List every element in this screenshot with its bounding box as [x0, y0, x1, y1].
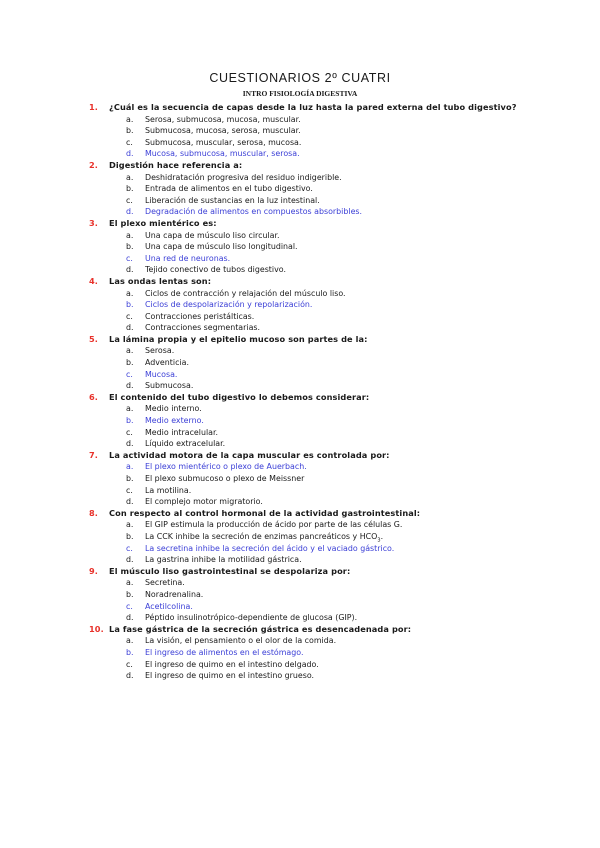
question-number: 7.	[89, 449, 99, 460]
question-number: 1.	[89, 102, 99, 112]
option-letter: a.	[126, 114, 134, 124]
question-line	[89, 276, 549, 288]
answer-option	[89, 496, 549, 508]
option-letter: d.	[126, 381, 134, 391]
option-text	[145, 578, 185, 587]
option-text	[145, 428, 218, 437]
option-text-main: Noradrenalina.	[145, 589, 204, 599]
answer-option	[89, 137, 549, 149]
option-text-main: El plexo submucoso o plexo de Meissner	[145, 474, 305, 483]
option-text	[145, 590, 203, 599]
option-text-main: La secretina inhibe la secreción del ácido y el vaciado gástrico.	[145, 543, 395, 553]
option-letter: c.	[126, 543, 133, 553]
option-text-main: Adventicia.	[145, 358, 189, 368]
question-line	[89, 160, 549, 172]
option-text	[145, 138, 301, 147]
option-letter: d.	[126, 265, 134, 275]
option-text	[145, 126, 301, 135]
question-number: 8.	[89, 507, 99, 518]
option-letter: b.	[126, 126, 134, 136]
option-letter: a.	[126, 404, 134, 414]
option-text-main: Medio interno.	[145, 404, 202, 414]
answer-option	[89, 531, 549, 543]
option-text-main: La visión, el pensamiento o el olor de la comida.	[145, 636, 337, 646]
option-letter: d.	[126, 149, 134, 159]
option-text-main: La motilina.	[145, 485, 192, 495]
option-letter: d.	[126, 555, 134, 565]
option-letter: d.	[126, 439, 134, 449]
option-text-suffix: .	[380, 531, 384, 541]
answer-option	[89, 114, 549, 126]
question-line	[89, 218, 549, 230]
option-text	[145, 300, 312, 309]
option-letter: b.	[126, 474, 134, 483]
question-line	[89, 624, 549, 636]
option-text-main: Una red de neuronas.	[145, 253, 231, 263]
answer-option	[89, 345, 549, 357]
option-text	[145, 660, 319, 669]
answer-option	[89, 485, 549, 497]
question	[89, 218, 549, 276]
option-text-main: Medio externo.	[145, 416, 204, 426]
question-list	[89, 102, 549, 682]
option-text	[145, 544, 394, 553]
option-text-main: El plexo mientérico o plexo de Auerbach.	[145, 462, 307, 472]
option-text	[145, 648, 303, 657]
option-text	[145, 520, 402, 529]
question-number: 2.	[89, 159, 99, 170]
question	[89, 508, 549, 566]
option-text-main: Liberación de sustancias en la luz intestinal.	[145, 195, 320, 205]
option-letter: d.	[126, 497, 134, 507]
option-letter: a.	[126, 288, 134, 298]
option-text	[145, 671, 314, 680]
option-letter: c.	[126, 601, 133, 611]
option-letter: b.	[126, 416, 134, 426]
option-text-main: Secretina.	[145, 578, 185, 588]
option-text	[145, 265, 286, 274]
option-text	[145, 196, 320, 205]
answer-option	[89, 554, 549, 566]
option-text	[145, 381, 193, 390]
option-text	[145, 497, 263, 506]
question-text: El músculo liso gastrointestinal se despolariza por:	[109, 565, 351, 576]
question	[89, 102, 549, 160]
option-text-main: Serosa.	[145, 346, 175, 356]
option-text-main: Submucosa.	[145, 381, 194, 391]
question-number: 5.	[89, 333, 99, 344]
option-text-main: Deshidratación progresiva del residuo indigerible.	[145, 172, 342, 182]
option-text-main: Una capa de músculo liso longitudinal.	[145, 242, 298, 252]
option-text-main: Una capa de músculo liso circular.	[145, 230, 280, 240]
question-text: Digestión hace referencia a:	[109, 159, 243, 170]
option-text	[145, 173, 342, 182]
option-letter: a.	[126, 230, 134, 240]
question-line	[89, 102, 549, 114]
option-text-main: Degradación de alimentos en compuestos absorbibles.	[145, 207, 363, 217]
option-letter: a.	[126, 346, 134, 356]
option-text	[145, 231, 280, 240]
option-text	[145, 531, 384, 544]
option-text	[145, 115, 301, 124]
option-text-main: Ciclos de despolarización y repolarización.	[145, 300, 313, 310]
option-text-main: El ingreso de quimo en el intestino grueso.	[145, 671, 315, 681]
option-text	[145, 613, 357, 622]
page-title: CUESTIONARIOS 2º CUATRI	[209, 71, 391, 85]
option-text-main: Mucosa, submucosa, muscular, serosa.	[145, 149, 300, 159]
option-text-main: Serosa, submucosa, mucosa, muscular.	[145, 114, 301, 124]
option-letter: d.	[126, 323, 134, 333]
answer-option	[89, 172, 549, 184]
question-text: La lámina propia y el epitelio mucoso son partes de la:	[109, 333, 368, 344]
answer-option	[89, 241, 549, 253]
answer-option-correct	[89, 601, 549, 613]
question	[89, 450, 549, 508]
answer-option	[89, 589, 549, 601]
question	[89, 566, 549, 624]
answer-option	[89, 380, 549, 392]
answer-option-correct	[89, 647, 549, 659]
question	[89, 624, 549, 682]
option-letter: b.	[126, 647, 134, 657]
option-text	[145, 207, 362, 216]
option-letter: b.	[126, 589, 134, 599]
option-text-main: Mucosa.	[145, 369, 178, 379]
option-letter: c.	[126, 659, 133, 669]
option-text	[145, 370, 177, 379]
answer-option-correct	[89, 369, 549, 381]
option-text-main: Acetilcolina.	[145, 601, 193, 611]
answer-option-correct	[89, 299, 549, 311]
option-letter: c.	[126, 427, 133, 437]
option-text	[145, 555, 302, 564]
option-letter: c.	[126, 369, 133, 379]
option-text-main: Péptido insulinotrópico-dependiente de glucosa (GIP).	[145, 613, 358, 623]
option-text-main: Contracciones peristálticas.	[145, 311, 255, 321]
question-text: La actividad motora de la capa muscular es controlada por:	[109, 449, 390, 460]
question-number: 3.	[89, 217, 99, 228]
option-subscript: 3	[377, 537, 381, 544]
option-text-main: El ingreso de quimo en el intestino delgado.	[145, 659, 319, 669]
option-text	[145, 254, 230, 263]
question	[89, 276, 549, 334]
option-text-main: El GIP estimula la producción de ácido por parte de las células G.	[145, 520, 403, 530]
option-letter: c.	[126, 311, 133, 321]
answer-option	[89, 670, 549, 682]
answer-option	[89, 357, 549, 369]
answer-option	[89, 612, 549, 624]
option-text-main: La CCK inhibe la secreción de enzimas pancreáticos y HCO	[145, 531, 378, 541]
option-text	[145, 486, 191, 495]
option-text	[145, 289, 346, 298]
option-text-main: Ciclos de contracción y relajación del músculo liso.	[145, 288, 346, 298]
option-letter: b.	[126, 300, 134, 310]
answer-option	[89, 183, 549, 195]
answer-option-correct	[89, 148, 549, 160]
answer-option-correct	[89, 543, 549, 555]
question-text: El plexo mientérico es:	[109, 217, 217, 228]
option-letter: d.	[126, 671, 134, 681]
answer-option	[89, 635, 549, 647]
question-number: 6.	[89, 391, 99, 402]
option-text	[145, 346, 174, 355]
option-text-main: Submucosa, mucosa, serosa, muscular.	[145, 126, 301, 136]
option-letter: d.	[126, 613, 134, 623]
option-text-main: Contracciones segmentarias.	[145, 323, 261, 333]
option-letter: a.	[126, 636, 134, 646]
question-line	[89, 508, 549, 520]
option-text-main: La gastrina inhibe la motilidad gástrica.	[145, 555, 302, 565]
answer-option-correct	[89, 253, 549, 265]
option-text	[145, 358, 189, 367]
option-letter: b.	[126, 184, 134, 194]
option-text	[145, 149, 300, 158]
option-text-main: Entrada de alimentos en el tubo digestivo.	[145, 184, 313, 194]
page-subtitle: INTRO FISIOLOGÍA DIGESTIVA	[242, 89, 358, 98]
option-text	[145, 242, 298, 251]
option-text	[145, 602, 193, 611]
option-text	[145, 636, 336, 645]
answer-option-correct	[89, 206, 549, 218]
question-line	[89, 392, 549, 404]
question	[89, 160, 549, 218]
answer-option	[89, 322, 549, 334]
answer-option	[89, 195, 549, 207]
answer-option	[89, 264, 549, 276]
option-text	[145, 323, 260, 332]
answer-option	[89, 473, 549, 485]
answer-option	[89, 519, 549, 531]
option-text	[145, 404, 202, 413]
question	[89, 334, 549, 392]
question	[89, 392, 549, 450]
option-text	[145, 439, 225, 448]
question-line	[89, 566, 549, 578]
answer-option	[89, 403, 549, 415]
option-text-main: Medio intracelular.	[145, 427, 219, 437]
option-text	[145, 184, 313, 193]
option-letter: a.	[126, 462, 134, 472]
option-letter: d.	[126, 207, 134, 217]
option-text-main: El ingreso de alimentos en el estómago.	[145, 647, 304, 657]
answer-option	[89, 577, 549, 589]
option-text-main: El complejo motor migratorio.	[145, 497, 263, 507]
option-letter: b.	[126, 242, 134, 252]
question-line	[89, 334, 549, 346]
option-text-main: Submucosa, muscular, serosa, mucosa.	[145, 137, 302, 147]
question-text: La fase gástrica de la secreción gástrica es desencadenada por:	[109, 623, 412, 634]
option-letter: c.	[126, 195, 133, 205]
option-text	[145, 312, 254, 321]
answer-option	[89, 438, 549, 450]
question-text: Las ondas lentas son:	[109, 275, 212, 286]
option-letter: c.	[126, 253, 133, 263]
option-text	[145, 474, 304, 483]
question-text: Con respecto al control hormonal de la actividad gastrointestinal:	[109, 507, 421, 518]
question-line	[89, 450, 549, 462]
question-text: El contenido del tubo digestivo lo debemos considerar:	[109, 391, 370, 402]
option-letter: c.	[126, 485, 133, 495]
answer-option	[89, 311, 549, 323]
option-letter: a.	[126, 520, 134, 530]
answer-option	[89, 288, 549, 300]
answer-option	[89, 125, 549, 137]
answer-option-correct	[89, 415, 549, 427]
answer-option	[89, 427, 549, 439]
question-text: ¿Cuál es la secuencia de capas desde la luz hasta la pared externa del tubo digestivo?	[109, 102, 517, 112]
option-letter: a.	[126, 578, 134, 588]
question-number: 9.	[89, 565, 99, 576]
question-number: 4.	[89, 275, 99, 286]
option-text-main: Tejido conectivo de tubos digestivo.	[145, 265, 286, 275]
question-number: 10.	[89, 623, 104, 634]
option-text-main: Líquido extracelular.	[145, 439, 226, 449]
answer-option-correct	[89, 461, 549, 473]
answer-option	[89, 659, 549, 671]
option-letter: a.	[126, 172, 134, 182]
answer-option	[89, 230, 549, 242]
option-letter: b.	[126, 531, 134, 541]
option-text	[145, 416, 204, 425]
option-text	[145, 462, 307, 471]
option-letter: c.	[126, 137, 133, 147]
option-letter: b.	[126, 358, 134, 368]
